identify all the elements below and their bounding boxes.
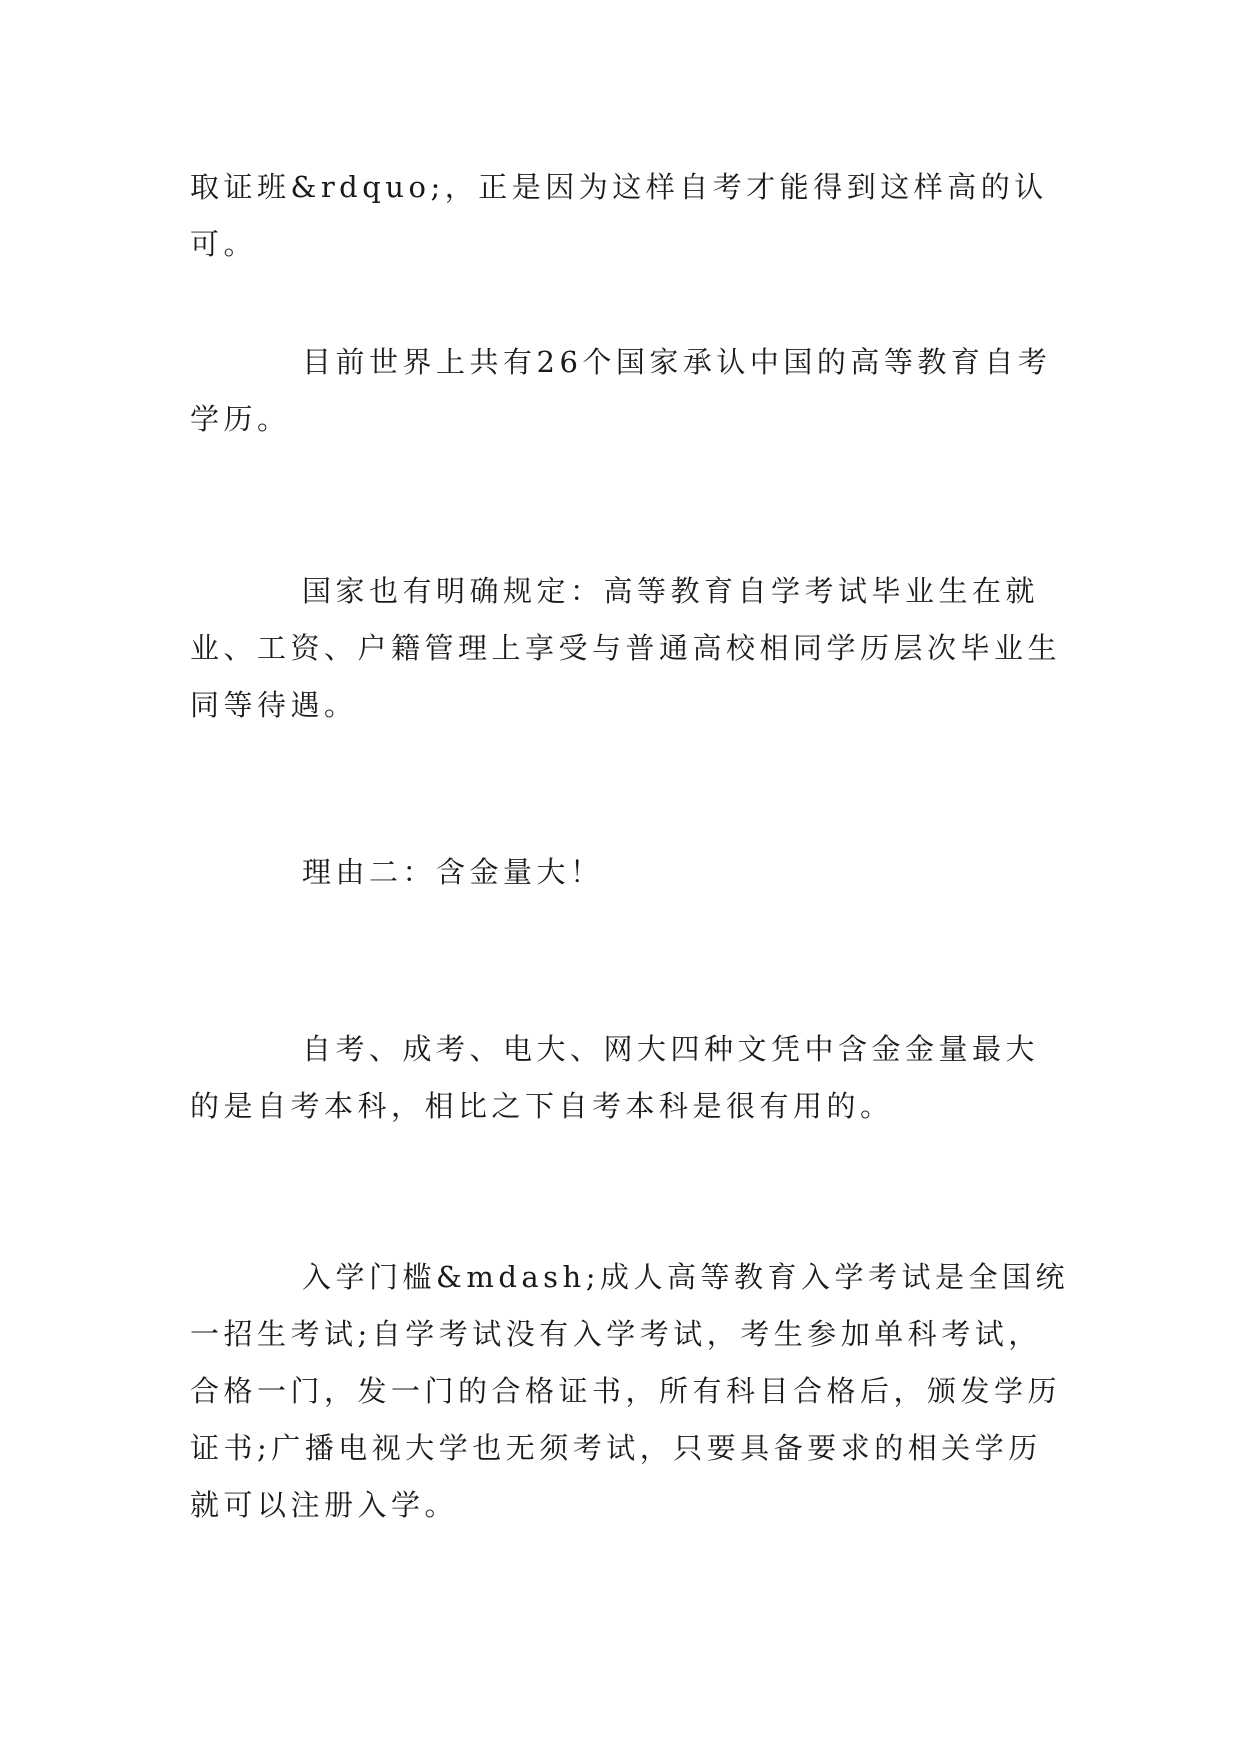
paragraph-continuation: 取证班&rdquo;，正是因为这样自考才能得到这样高的认可。 xyxy=(190,170,1048,261)
paragraph-national-regulation: 国家也有明确规定：高等教育自学考试毕业生在就业、工资、户籍管理上享受与普通高校相同学历层次毕业生同等待遇。 xyxy=(190,574,1062,722)
section-heading-reason-two: 理由二：含金量大！ xyxy=(302,855,604,889)
paragraph-admission-threshold: 入学门槛&mdash;成人高等教育入学考试是全国统一招生考试;自学考试没有入学考试，考生参加单科考试，合格一门，发一门的合格证书，所有科目合格后，颁发学历证书;广播电视大学也无须考试，只要具备要求的相关学历就可以注册入学。 xyxy=(190,1260,1069,1522)
paragraph-recognition-countries: 目前世界上共有26个国家承认中国的高等教育自考学历。 xyxy=(190,345,1052,436)
paragraph-value-comparison: 自考、成考、电大、网大四种文凭中含金金量最大的是自考本科，相比之下自考本科是很有用的。 xyxy=(190,1032,1040,1123)
